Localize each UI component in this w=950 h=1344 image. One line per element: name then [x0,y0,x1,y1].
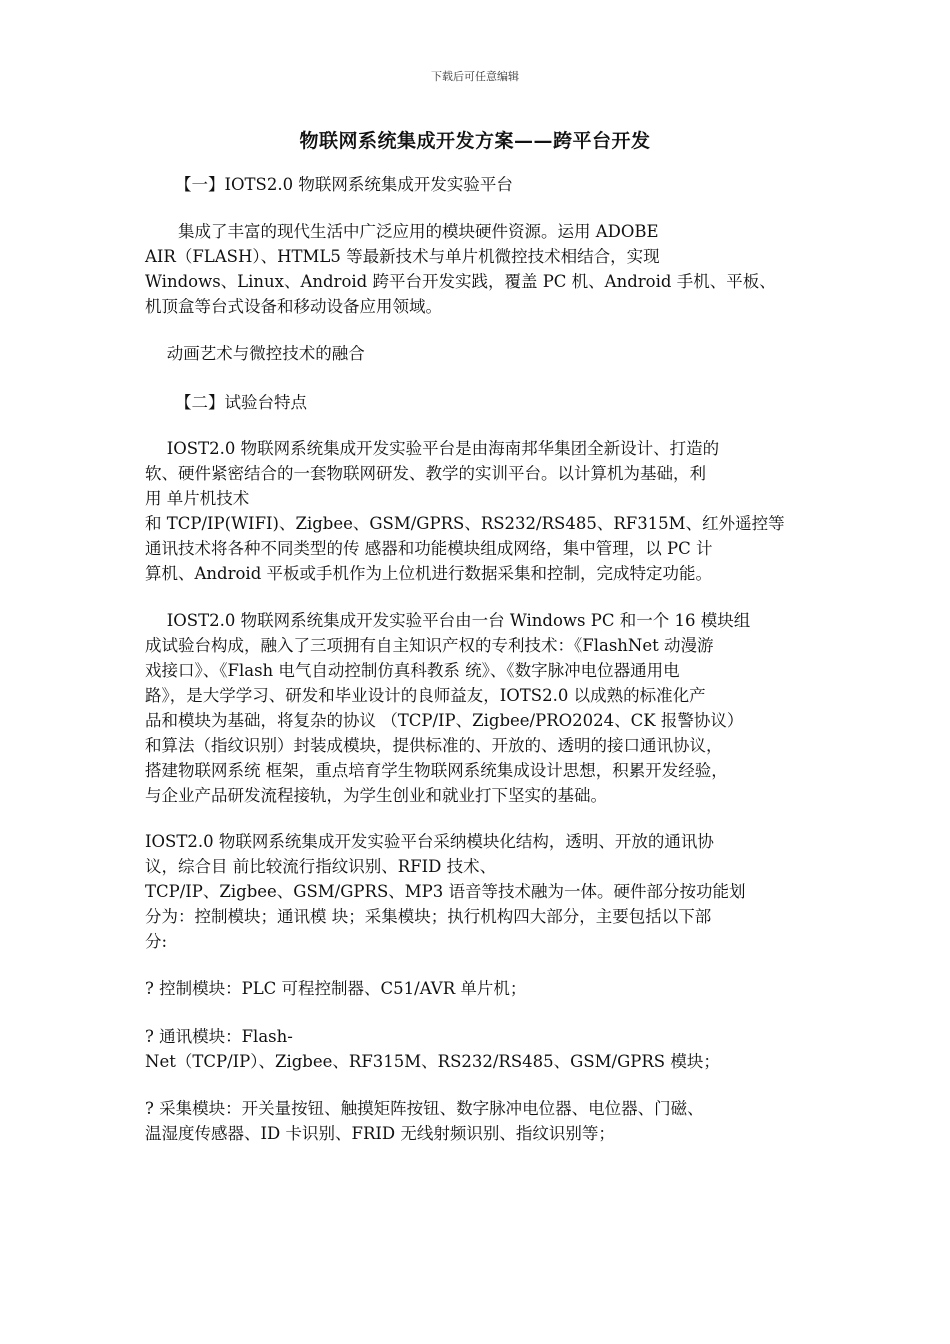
paragraph-1 [145,219,815,319]
paragraph-line: 议，综合目 前比较流行指纹识别、RFID 技术、 [145,857,497,876]
bullet-line: ? 控制模块：PLC 可程控制器、C51/AVR 单片机； [145,979,527,998]
bullet-line: ? 通讯模块：Flash- [145,1027,293,1046]
section-heading-1 [145,172,815,197]
heading-1-text: 【一】IOTS2.0 物联网系统集成开发实验平台 [175,175,513,194]
subheading-fusion [145,341,815,366]
paragraph-line: 戏接口》、《Flash 电气自动控制仿真科教系 统》、《数字脉冲电位器通用电 [145,661,680,680]
section-heading-2 [145,390,815,415]
bullet-line: ? 采集模块：开关量按钮、触摸矩阵按钮、数字脉冲电位器、电位器、门磁、 [145,1099,704,1118]
bullet-control-module [145,976,815,1001]
heading-2-text: 【二】试验台特点 [175,393,307,412]
paragraph-line: 与企业产品研发流程接轨，为学生创业和就业打下坚实的基础。 [145,786,607,805]
paragraph-line: 和算法（指纹识别）封装成模块，提供标准的、开放的、透明的接口通讯协议， [145,736,723,755]
page-header: 下载后可任意编辑 [431,70,519,83]
paragraph-line: 成试验台构成，融入了三项拥有自主知识产权的专利技术：《FlashNet 动漫游 [145,636,714,655]
paragraph-line: IOST2.0 物联网系统集成开发实验平台是由海南邦华集团全新设计、打造的 [145,439,720,458]
paragraph-line: Windows、Linux、Android 跨平台开发实践，覆盖 PC 机、Android 手机、平板、 [145,272,776,291]
document-title: 物联网系统集成开发方案——跨平台开发 [299,130,651,152]
bullet-communication-module [145,1024,815,1074]
paragraph-2 [145,436,815,586]
paragraph-line: 和 TCP/IP(WIFI)、Zigbee、GSM/GPRS、RS232/RS485、RF315M、红外遥控等 [145,514,785,533]
paragraph-line: 算机、Android 平板或手机作为上位机进行数据采集和控制，完成特定功能。 [145,564,713,583]
paragraph-line: AIR（FLASH）、HTML5 等最新技术与单片机微控技术相结合，实现 [145,247,660,266]
paragraph-line: 分为：控制模块；通讯模 块；采集模块；执行机构四大部分，主要包括以下部 [145,907,712,926]
paragraph-line: 分: [145,932,168,951]
paragraph-line: IOST2.0 物联网系统集成开发实验平台采纳模块化结构，透明、开放的通讯协 [145,832,714,851]
paragraph-line: TCP/IP、Zigbee、GSM/GPRS、MP3 语音等技术融为一体。硬件部分按功能划 [145,882,746,901]
paragraph-line: 软、硬件紧密结合的一套物联网研发、教学的实训平台。以计算机为基础，利 [145,464,706,483]
paragraph-line: 搭建物联网系统 框架，重点培育学生物联网系统集成设计思想，积累开发经验， [145,761,728,780]
paragraph-line: 机顶盒等台式设备和移动设备应用领域。 [145,297,442,316]
paragraph-line: 集成了丰富的现代生活中广泛应用的模块硬件资源。运用 ADOBE [145,222,659,241]
paragraph-line: 品和模块为基础，将复杂的协议 （TCP/IP、Zigbee/PRO2024、CK 报警协议） [145,711,744,730]
bullet-acquisition-module [145,1096,815,1146]
paragraph-4 [145,829,815,954]
paragraph-line: 通讯技术将各种不同类型的传 感器和功能模块组成网络，集中管理，以 PC 计 [145,539,713,558]
bullet-line: Net（TCP/IP）、Zigbee、RF315M、RS232/RS485、GSM/GPRS 模块； [145,1052,720,1071]
paragraph-line: IOST2.0 物联网系统集成开发实验平台由一台 Windows PC 和一个 16 模块组 [145,611,751,630]
paragraph-3 [145,608,815,808]
bullet-line: 温湿度传感器、ID 卡识别、FRID 无线射频识别、指纹识别等； [145,1124,615,1143]
subheading-text: 动画艺术与微控技术的融合 [145,344,365,363]
paragraph-line: 路》，是大学学习、研发和毕业设计的良师益友，IOTS2.0 以成熟的标准化产 [145,686,706,705]
paragraph-line: 用 单片机技术 [145,489,250,508]
